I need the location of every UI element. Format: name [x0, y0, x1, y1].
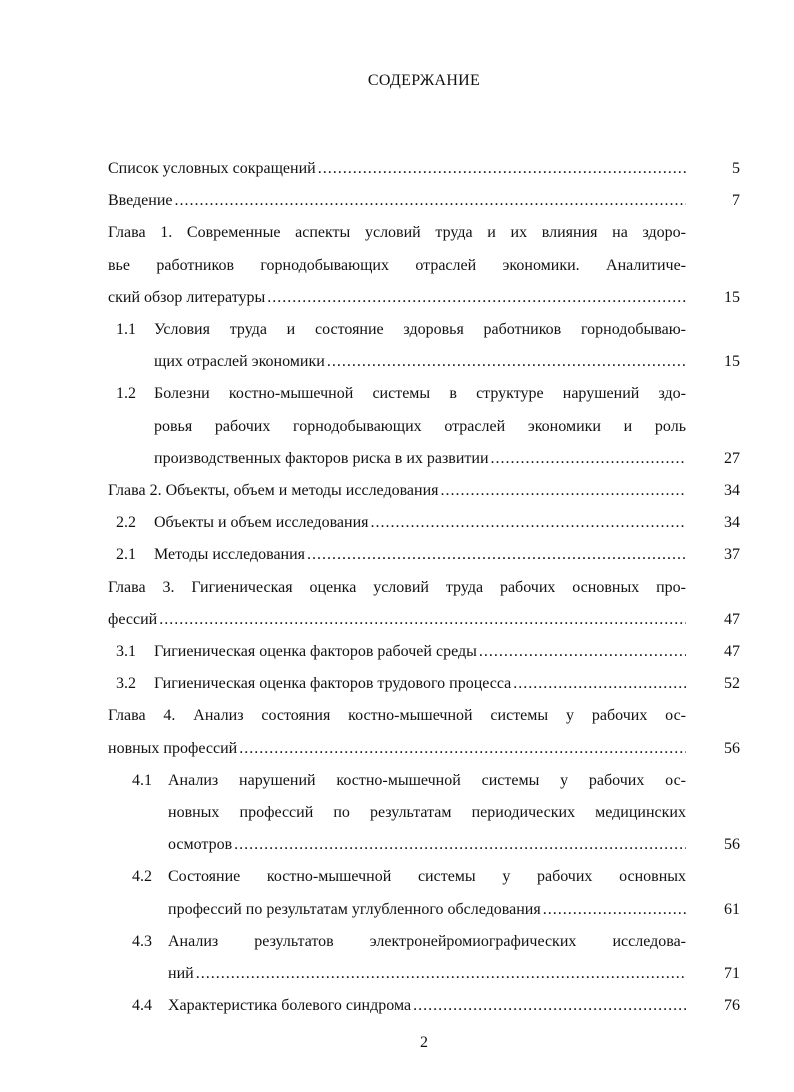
toc-entry-text: производственных факторов риска в их развитии: [154, 449, 489, 467]
toc-entry-text: ровья рабочих горнодобывающих отраслей экономики и роль: [154, 417, 686, 435]
dot-leader: [175, 185, 687, 217]
page-number: 2: [420, 1034, 428, 1051]
toc-entry-number: 4.2: [132, 868, 152, 886]
toc-entry-text: Анализ результатов электронейромиографических исследова-: [168, 932, 686, 950]
toc-entry-text: профессий по результатам углубленного обследования: [168, 900, 541, 918]
toc-page-number: 34: [724, 514, 740, 532]
toc-entry-text: Гигиеническая оценка факторов рабочей среды: [154, 643, 477, 660]
dot-leader: [441, 475, 686, 507]
dot-leader: [543, 894, 686, 926]
toc-page-number: 56: [724, 739, 740, 757]
toc-entry-text: Методы исследования: [154, 546, 306, 564]
page-title: СОДЕРЖАНИЕ: [367, 72, 481, 89]
dot-leader: [513, 668, 686, 700]
toc-entry-number: 3.1: [116, 643, 136, 660]
dot-leader: [318, 153, 686, 185]
dot-leader: [239, 733, 686, 765]
toc-page-number: 47: [724, 643, 740, 660]
toc-entry-text: новных профессий: [108, 739, 238, 757]
dot-leader: [491, 443, 686, 475]
dot-leader: [479, 636, 686, 668]
toc-entry-number: 4.3: [132, 932, 152, 950]
toc-page-number: 5: [732, 160, 740, 177]
toc-entry-number: 2.1: [116, 546, 136, 564]
toc-entry-text: Анализ нарушений костно-мышечной системы у рабочих ос-: [168, 771, 686, 789]
dot-leader: [267, 282, 686, 314]
toc-page-number: 52: [724, 675, 740, 693]
toc-entry-text: Список условных сокращений: [108, 160, 316, 177]
toc-entry-text: новных профессий по результатам периодических медицинских: [168, 804, 686, 821]
dot-leader: [413, 990, 686, 1022]
toc-entry-text: Болезни костно-мышечной системы в структуре нарушений здо-: [154, 385, 686, 403]
toc-page-number: 76: [724, 997, 740, 1015]
toc-entry-text: Введение: [108, 192, 173, 210]
toc-page-number: 27: [724, 449, 740, 467]
toc-entry-number: 3.2: [116, 675, 136, 693]
toc-entry-text: ский обзор литературы: [108, 288, 266, 306]
toc-entry-number: 1.1: [116, 321, 136, 338]
toc-entry-number: 4.4: [132, 997, 152, 1015]
dot-leader: [234, 829, 686, 861]
toc-page-number: 7: [732, 192, 740, 210]
dot-leader: [307, 539, 686, 571]
toc-page-number: 37: [724, 546, 740, 564]
toc-entry-text: Состояние костно-мышечной системы у рабочих основных: [168, 868, 686, 886]
toc-entry-number: 4.1: [132, 771, 152, 789]
toc-page-number: 47: [724, 610, 740, 628]
toc-page-number: 15: [724, 353, 740, 371]
toc-entry-text: Глава 2. Объекты, объем и методы исследования: [108, 482, 439, 499]
toc-entry-text: Характеристика болевого синдрома: [168, 997, 412, 1015]
dot-leader: [159, 604, 686, 636]
toc-page-number: 15: [724, 288, 740, 306]
toc-entry-number: 1.2: [116, 385, 136, 403]
toc-entry-text: вье работников горнодобывающих отраслей экономики. Аналитиче-: [108, 256, 686, 274]
toc-page-number: 34: [724, 482, 740, 499]
toc-page-number: 71: [724, 965, 740, 982]
toc-entry-text: фессий: [108, 610, 158, 628]
toc-entry-number: 2.2: [116, 514, 136, 532]
toc-entry-text: ний: [168, 965, 194, 982]
toc-entry-text: осмотров: [168, 836, 233, 854]
dot-leader: [371, 507, 687, 539]
toc-page-number: 56: [724, 836, 740, 854]
toc-entry-text: Условия труда и состояние здоровья работников горнодобываю-: [154, 321, 686, 338]
toc-page-number: 61: [724, 900, 740, 918]
dot-leader: [196, 958, 686, 990]
dot-leader: [327, 346, 686, 378]
toc-entry-text: Гигиеническая оценка факторов трудового процесса: [154, 675, 512, 693]
toc-entry-text: Глава 1. Современные аспекты условий труда и их влияния на здоро-: [108, 224, 686, 242]
toc-entry-text: Объекты и объем исследования: [154, 514, 369, 532]
toc-entry-text: Глава 3. Гигиеническая оценка условий труда рабочих основных про-: [108, 578, 686, 596]
toc-entry-text: Глава 4. Анализ состояния костно-мышечной системы у рабочих ос-: [108, 707, 686, 725]
toc-entry-text: щих отраслей экономики: [154, 353, 325, 371]
